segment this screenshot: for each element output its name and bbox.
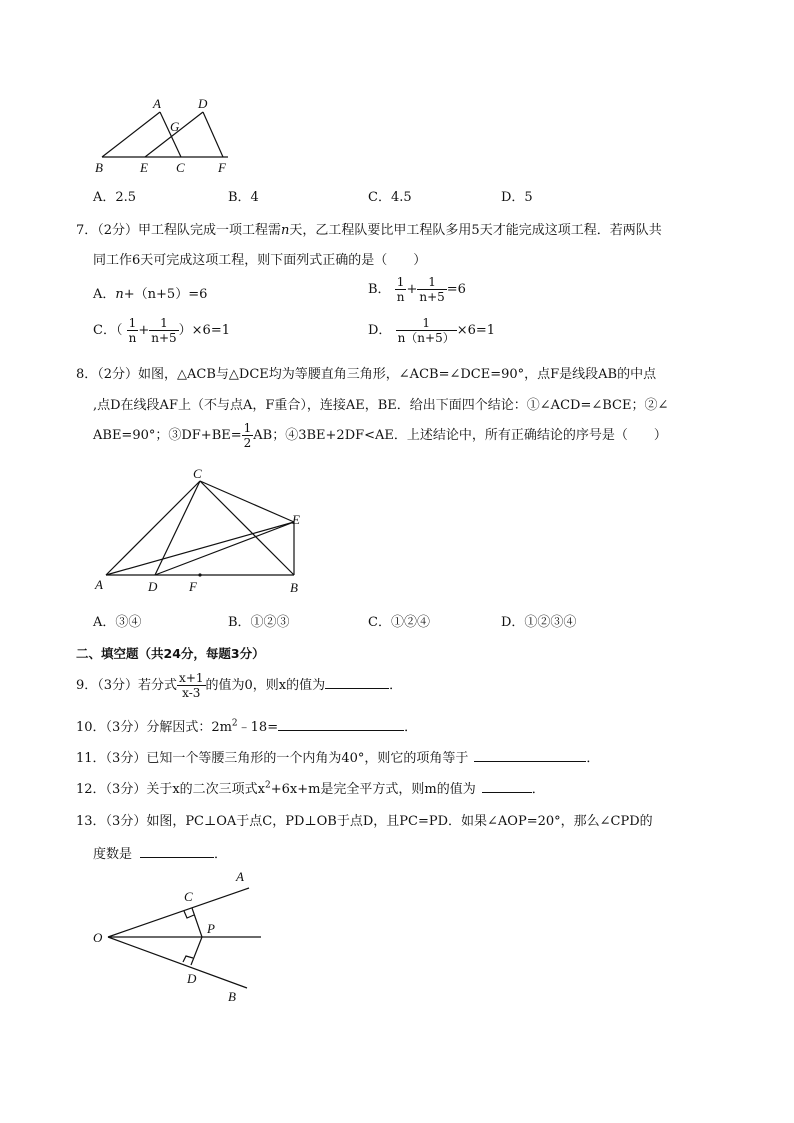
fig13-label-b: B [228, 989, 236, 1004]
q8-figure [88, 462, 318, 598]
fig8-label-d: D [148, 579, 158, 594]
fig6-label-f: F [218, 160, 226, 175]
q6-figure [90, 94, 240, 178]
fig6-label-b: B [95, 160, 103, 175]
q9-answer-blank[interactable] [325, 676, 389, 689]
q8-option-a: A．③④ [93, 615, 142, 630]
fig8-label-b: B [290, 580, 298, 595]
q11-answer-blank[interactable] [474, 749, 586, 762]
q9: 9．（3分）若分式 $\frac{x+1}{x-3}$ 的值为0，则x的值为 ． [76, 671, 403, 700]
fig13-label-o: O [93, 930, 103, 945]
q7-option-d: D． $\frac{1}{n(n+5)}$ ×6=1 [368, 316, 496, 345]
q13-stem-line1: 13．（3分）如图，PC⊥OA于点C，PD⊥OB于点D，且PC=PD．如果∠AOP=20°，那么∠CPD的 [76, 814, 653, 829]
q10-answer-blank[interactable] [278, 718, 404, 731]
fig8-label-c: C [193, 466, 202, 481]
fig8-label-a: A [95, 577, 103, 592]
q8-option-c: C．①②④ [368, 615, 430, 630]
fig13-label-a: A [236, 869, 244, 884]
q8-stem-line3: ABE=90°；③DF+BE= $\frac{1}{2}$ AB；④3BE+2DF<AE．上述结论中，所有正确结论的序号是（ ） [93, 421, 667, 450]
fig6-label-g: G [170, 119, 180, 134]
q7-option-c: C．（ $\frac{1}{n}$ + $\frac{1}{n+5}$ ）×6=1 [93, 316, 230, 345]
q13-stem-line2: 度数是 ． [93, 847, 228, 862]
q7-stem-line2: 同工作6天可完成这项工程，则下面列式正确的是（ ） [93, 253, 427, 268]
q8-stem-line1: 8．（2分）如图，△ACB与△DCE均为等腰直角三角形，∠ACB=∠DCE=90°，点F是线段AB的中点 [76, 367, 657, 382]
section-heading: 二、填空题（共24分，每题3分） [76, 646, 265, 661]
q6-option-d: D．5 [501, 190, 533, 205]
fig6-label-c: C [176, 160, 185, 175]
fig6-label-a: A [153, 96, 161, 111]
fig8-label-e: E [292, 512, 300, 527]
fig6-label-d: D [198, 96, 208, 111]
q7-stem-line1: 7．（2分）甲工程队完成一项工程需n天，乙工程队要比甲工程队多用5天才能完成这项工程．若两队共 [76, 223, 662, 238]
q7-option-a: A．n+（n+5）=6 [93, 287, 208, 302]
q8-option-b: B．①②③ [228, 615, 290, 630]
fig13-label-d: D [187, 971, 197, 986]
q12-answer-blank[interactable] [482, 780, 532, 793]
q6-option-b: B．4 [228, 190, 259, 205]
q7-option-b: B． $\frac{1}{n}$ + $\frac{1}{n+5}$ =6 [368, 275, 466, 304]
q13-answer-blank[interactable] [140, 845, 214, 858]
q12: 12．（3分）关于x的二次三项式$x^2+6x+m$是完全平方式，则m的值为 ． [76, 780, 545, 797]
q10: 10．（3分）分解因式：$2m^2﹣18=$ ． [76, 718, 418, 735]
fig8-label-f: F [189, 579, 197, 594]
q11: 11．（3分）已知一个等腰三角形的一个内角为40°，则它的项角等于 ． [76, 751, 600, 766]
q6-option-c: C．4.5 [368, 190, 412, 205]
fig13-label-c: C [184, 889, 193, 904]
fig13-label-p: P [207, 921, 215, 936]
fig6-label-e: E [140, 160, 148, 175]
q8-stem-line2: ,点D在线段AF上（不与点A，F重合），连接AE，BE．给出下面四个结论：①∠ACD=∠BCE；②∠ [93, 398, 669, 413]
q13-figure [88, 866, 268, 1006]
q6-option-a: A．2.5 [93, 190, 137, 205]
q8-option-d: D．①②③④ [501, 615, 577, 630]
